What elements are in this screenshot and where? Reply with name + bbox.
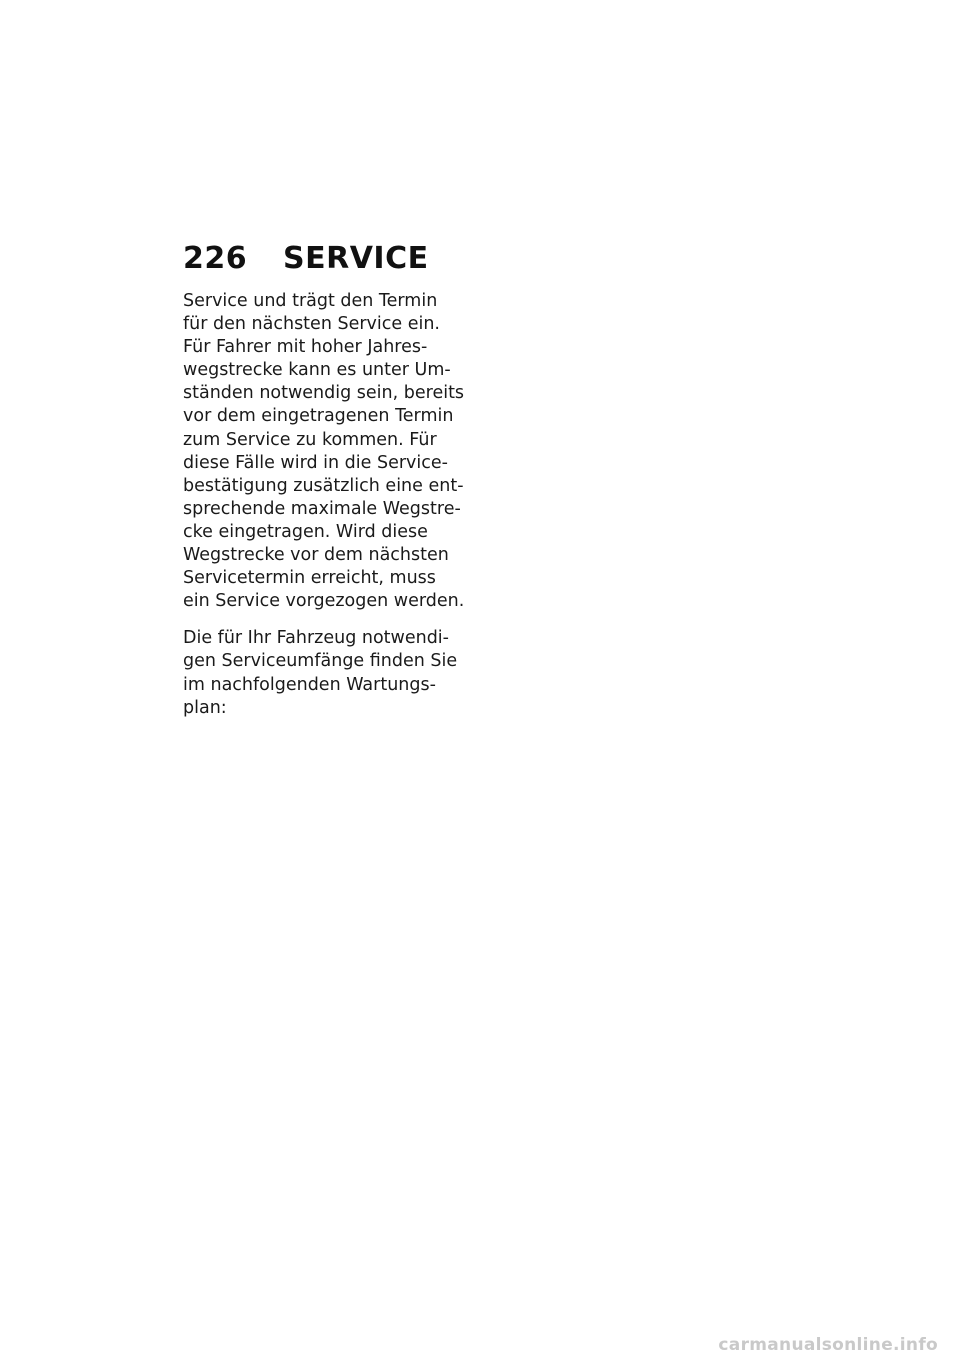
page-number: 226	[183, 240, 248, 276]
text-line: für den nächsten Service ein.	[183, 314, 440, 335]
text-line: diese Fälle wird in die Service-	[183, 452, 448, 473]
text-line: gen Serviceumfänge finden Sie	[183, 651, 458, 672]
text-line: im nachfolgenden Wartungs-	[183, 674, 436, 695]
text-line: Für Fahrer mit hoher Jahres-	[183, 337, 428, 358]
watermark: carmanualsonline.info	[718, 1335, 938, 1355]
text-line: vor dem eingetragenen Termin	[183, 406, 454, 427]
paragraph-spacer	[183, 613, 473, 627]
text-line: Service und trägt den Termin	[183, 291, 438, 311]
text-line: Die für Ihr Fahrzeug notwendi-	[183, 628, 449, 649]
text-line: sprechende maximale Wegstre-	[183, 498, 461, 519]
text-line: zum Service zu kommen. Für	[183, 429, 437, 450]
text-line: wegstrecke kann es unter Um-	[183, 360, 451, 381]
page-header	[183, 238, 429, 278]
paragraph-2	[183, 627, 473, 719]
text-line: ein Service vorgezogen werden.	[183, 591, 465, 612]
text-line: ständen notwendig sein, bereits	[183, 383, 465, 404]
body-text	[183, 290, 473, 720]
text-line: Servicetermin erreicht, muss	[183, 568, 436, 589]
text-line: bestätigung zusätzlich eine ent-	[183, 475, 464, 496]
section-title: SERVICE	[283, 240, 429, 276]
text-line: plan:	[183, 697, 227, 718]
text-line: Wegstrecke vor dem nächsten	[183, 545, 449, 566]
paragraph-1	[183, 290, 473, 613]
text-line: cke eingetragen. Wird diese	[183, 521, 428, 542]
